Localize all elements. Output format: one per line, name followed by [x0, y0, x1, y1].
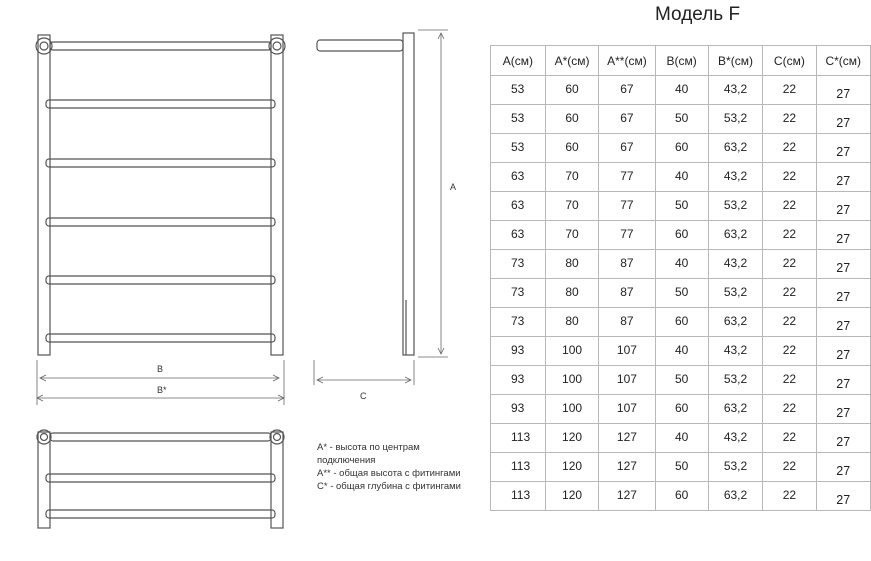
table-cell: 63: [491, 192, 546, 221]
table-cell: 27: [816, 337, 871, 366]
table-cell: 22: [763, 134, 816, 163]
table-cell: 22: [763, 482, 816, 511]
table-row: [491, 192, 871, 221]
table-cell: 100: [545, 337, 599, 366]
dim-label-a: A: [450, 182, 457, 192]
table-cell: 127: [599, 482, 655, 511]
table-cell: 43,2: [708, 76, 763, 105]
table-cell: 27: [816, 279, 871, 308]
table-row: [491, 76, 871, 105]
table-row: [491, 279, 871, 308]
table-row: [491, 337, 871, 366]
col-header: C*(см): [816, 46, 871, 76]
legend-item: A* - высота по центрам подключения: [317, 442, 420, 466]
legend: [317, 441, 477, 493]
table-cell: 22: [763, 395, 816, 424]
table-cell: 80: [545, 308, 599, 337]
legend-item: A** - общая высота с фитингами: [317, 468, 461, 479]
col-header: C(см): [763, 46, 816, 76]
table-cell: 22: [763, 163, 816, 192]
table-row: [491, 105, 871, 134]
table-cell: 22: [763, 221, 816, 250]
table-cell: 63: [491, 221, 546, 250]
table-cell: 60: [545, 134, 599, 163]
table-cell: 113: [491, 424, 546, 453]
table-cell: 22: [763, 250, 816, 279]
table-cell: 63,2: [708, 308, 763, 337]
table-row: [491, 134, 871, 163]
model-title: Модель F: [655, 4, 741, 25]
table-cell: 60: [655, 482, 708, 511]
table-cell: 27: [816, 105, 871, 134]
table-cell: 63,2: [708, 221, 763, 250]
col-header: B(см): [655, 46, 708, 76]
col-header: A**(см): [599, 46, 655, 76]
table-row: [491, 395, 871, 424]
table-cell: 67: [599, 134, 655, 163]
spec-table: [490, 45, 871, 511]
table-cell: 93: [491, 337, 546, 366]
top-view: [37, 430, 284, 528]
side-view: [317, 33, 414, 355]
table-cell: 63,2: [708, 482, 763, 511]
table-cell: 70: [545, 192, 599, 221]
table-cell: 113: [491, 453, 546, 482]
table-cell: 22: [763, 424, 816, 453]
table-cell: 93: [491, 366, 546, 395]
table-cell: 27: [816, 250, 871, 279]
table-cell: 100: [545, 366, 599, 395]
table-cell: 50: [655, 279, 708, 308]
table-cell: 43,2: [708, 424, 763, 453]
table-row: [491, 308, 871, 337]
table-cell: 120: [545, 453, 599, 482]
legend-item: C* - общая глубина с фитингами: [317, 481, 461, 492]
table-cell: 53,2: [708, 366, 763, 395]
table-cell: 22: [763, 453, 816, 482]
table-cell: 22: [763, 308, 816, 337]
table-cell: 27: [816, 482, 871, 511]
table-cell: 60: [655, 134, 708, 163]
table-cell: 22: [763, 279, 816, 308]
table-cell: 27: [816, 424, 871, 453]
table-cell: 22: [763, 366, 816, 395]
dim-label-b-star: B*: [157, 385, 167, 395]
table-cell: 43,2: [708, 163, 763, 192]
table-cell: 50: [655, 105, 708, 134]
table-cell: 120: [545, 482, 599, 511]
table-cell: 50: [655, 192, 708, 221]
table-cell: 53,2: [708, 192, 763, 221]
table-cell: 53,2: [708, 453, 763, 482]
table-cell: 127: [599, 424, 655, 453]
table-cell: 22: [763, 337, 816, 366]
table-cell: 87: [599, 279, 655, 308]
table-cell: 22: [763, 192, 816, 221]
table-cell: 127: [599, 453, 655, 482]
table-cell: 27: [816, 395, 871, 424]
table-cell: 63: [491, 163, 546, 192]
col-header: A(см): [491, 46, 546, 76]
table-cell: 22: [763, 76, 816, 105]
table-row: [491, 250, 871, 279]
table-cell: 50: [655, 453, 708, 482]
table-cell: 70: [545, 163, 599, 192]
table-cell: 77: [599, 163, 655, 192]
table-row: [491, 424, 871, 453]
table-cell: 120: [545, 424, 599, 453]
table-cell: 27: [816, 163, 871, 192]
table-row: [491, 482, 871, 511]
table-cell: 100: [545, 395, 599, 424]
table-cell: 67: [599, 76, 655, 105]
table-cell: 87: [599, 250, 655, 279]
table-cell: 73: [491, 250, 546, 279]
table-cell: 53,2: [708, 279, 763, 308]
table-row: [491, 163, 871, 192]
table-row: [491, 453, 871, 482]
table-cell: 80: [545, 250, 599, 279]
table-row: [491, 221, 871, 250]
table-cell: 27: [816, 308, 871, 337]
front-view: [36, 35, 285, 355]
table-cell: 53: [491, 134, 546, 163]
col-header: B*(см): [708, 46, 763, 76]
table-cell: 63,2: [708, 395, 763, 424]
table-cell: 113: [491, 482, 546, 511]
table-cell: 60: [655, 395, 708, 424]
table-cell: 53,2: [708, 105, 763, 134]
table-cell: 93: [491, 395, 546, 424]
table-cell: 60: [655, 308, 708, 337]
table-cell: 63,2: [708, 134, 763, 163]
table-cell: 70: [545, 221, 599, 250]
dim-label-b: B: [157, 364, 164, 374]
table-cell: 40: [655, 424, 708, 453]
table-cell: 107: [599, 395, 655, 424]
table-cell: 73: [491, 308, 546, 337]
table-cell: 43,2: [708, 250, 763, 279]
table-cell: 27: [816, 366, 871, 395]
table-cell: 87: [599, 308, 655, 337]
table-cell: 27: [816, 76, 871, 105]
table-cell: 107: [599, 337, 655, 366]
table-cell: 27: [816, 453, 871, 482]
table-cell: 22: [763, 105, 816, 134]
table-cell: 40: [655, 250, 708, 279]
table-cell: 27: [816, 192, 871, 221]
table-cell: 53: [491, 76, 546, 105]
table-cell: 40: [655, 337, 708, 366]
table-cell: 40: [655, 76, 708, 105]
table-cell: 50: [655, 366, 708, 395]
table-cell: 80: [545, 279, 599, 308]
table-cell: 67: [599, 105, 655, 134]
table-cell: 60: [545, 76, 599, 105]
table-cell: 77: [599, 221, 655, 250]
table-cell: 73: [491, 279, 546, 308]
table-row: [491, 366, 871, 395]
dim-label-c: C: [360, 391, 367, 401]
table-cell: 27: [816, 221, 871, 250]
table-cell: 40: [655, 163, 708, 192]
table-cell: 27: [816, 134, 871, 163]
col-header: A*(см): [545, 46, 599, 76]
side-dimensions: [314, 30, 448, 385]
table-header-row: [491, 46, 871, 76]
table-body: [491, 76, 871, 511]
table-cell: 107: [599, 366, 655, 395]
table-cell: 53: [491, 105, 546, 134]
table-cell: 60: [545, 105, 599, 134]
table-cell: 43,2: [708, 337, 763, 366]
table-cell: 60: [655, 221, 708, 250]
table-cell: 77: [599, 192, 655, 221]
